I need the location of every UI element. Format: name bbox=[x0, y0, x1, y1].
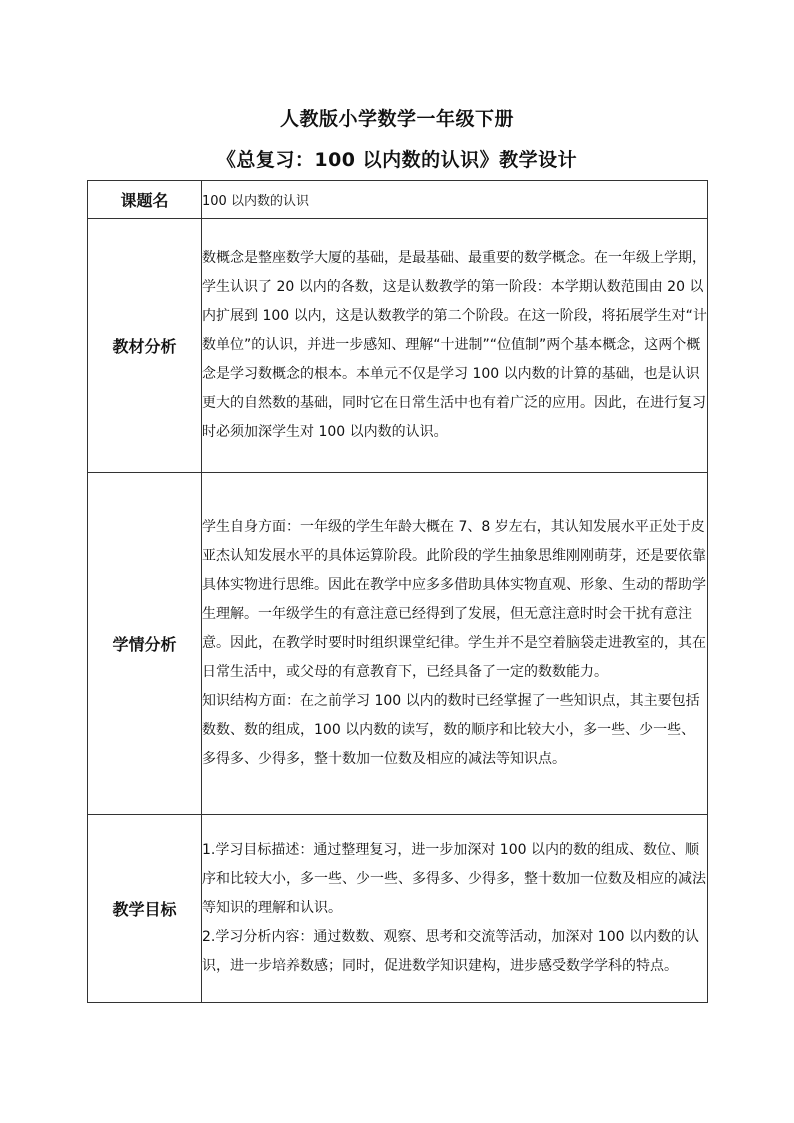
row-content bbox=[202, 815, 708, 1003]
row-label: 教材分析 bbox=[88, 219, 202, 473]
document-subtitle: 《总复习：100 以内数的认识》教学设计 bbox=[216, 149, 578, 171]
row-content bbox=[202, 473, 708, 815]
paragraph: 学生自身方面：一年级的学生年龄大概在 7、8 岁左右，其认知发展水平正处于皮亚杰认知发展水平的具体运算阶段。此阶段的学生抽象思维刚刚萌芽，还是要依靠具体实物进行思维。因此在教学中应多多借助具体实物直观、形象、生动的帮助学生理解。一年级学生的有意注意已经得到了发展，但无意注意时时会干扰有意注意。因此，在教学时要时时组织课堂纪律。学生并不是空着脑袋走进教室的，其在日常生活中，或父母的有意教育下，已经具备了一定的数数能力。 bbox=[202, 519, 706, 680]
table-row-topic bbox=[88, 181, 708, 219]
table-row-student-analysis bbox=[88, 473, 708, 815]
paragraph: 2.学习分析内容：通过数数、观察、思考和交流等活动，加深对 100 以内数的认识，进一步培养数感；同时，促进数学知识建构，进步感受数学学科的特点。 bbox=[202, 929, 699, 974]
paragraph: 知识结构方面：在之前学习 100 以内的数时已经掌握了一些知识点，其主要包括数数、数的组成，100 以内数的读写，数的顺序和比较大小，多一些、少一些、多得多、少得多，整十数加一位数及相应的减法等知识点。 bbox=[202, 693, 700, 767]
table-row-teaching-goals bbox=[88, 815, 708, 1003]
row-label: 教学目标 bbox=[88, 815, 202, 1003]
paragraph: 1.学习目标描述：通过整理复习，进一步加深对 100 以内的数的组成、数位、顺序和比较大小，多一些、少一些、多得多、少得多，整十数加一位数及相应的减法等知识的理解和认识。 bbox=[202, 842, 706, 916]
document-title: 人教版小学数学一年级下册 bbox=[279, 108, 514, 130]
paragraph: 数概念是整座数学大厦的基础，是最基础、最重要的数学概念。在一年级上学期，学生认识了 20 以内的各数，这是认数教学的第一阶段：本学期认数范围由 20 以内扩展到 100 以内，这是认数教学的第二个阶段。在这一阶段，将拓展学生对“计数单位”的认识，并进一步感知、理解“十进制”“位值制”两个基本概念，这两个概念是学习数概念的根本。本单元不仅是学习 100 以内数的计算的基础，也是认识更大的自然数的基础，同时它在日常生活中也有着广泛的应用。因此，在进行复习时必须加深学生对 100 以内数的认识。 bbox=[202, 250, 707, 440]
row-label: 学情分析 bbox=[88, 473, 202, 815]
row-content bbox=[202, 219, 708, 473]
row-content bbox=[202, 181, 708, 219]
lesson-plan-table bbox=[87, 180, 708, 1003]
topic-name: 100 以内数的认识 bbox=[202, 194, 309, 209]
row-label: 课题名 bbox=[88, 181, 202, 219]
table-row-textbook-analysis bbox=[88, 219, 708, 473]
